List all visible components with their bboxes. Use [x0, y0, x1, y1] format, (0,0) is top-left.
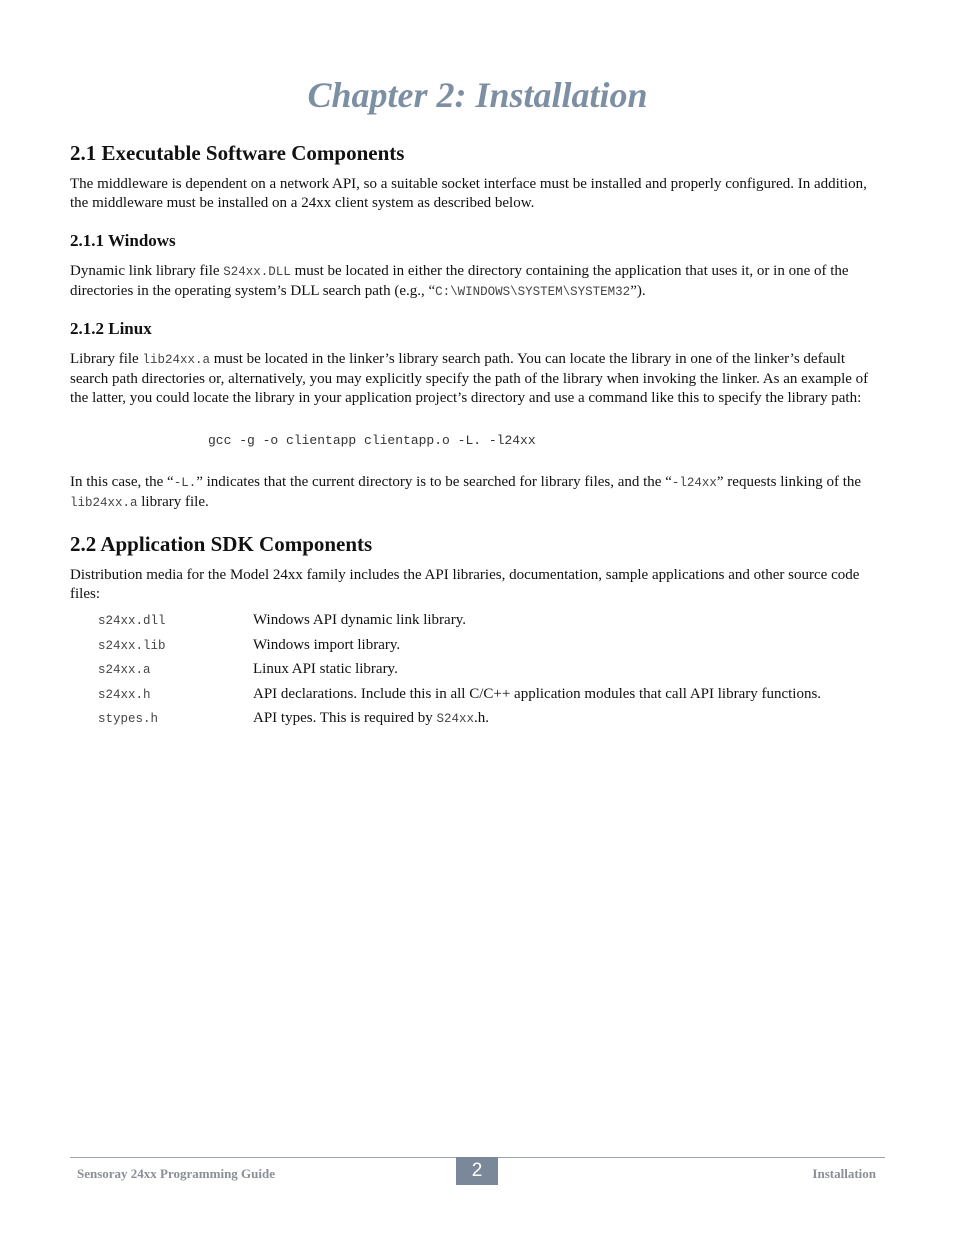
gcc-command: gcc -g -o clientapp clientapp.o -L. -l24xx	[208, 433, 536, 448]
list-item	[98, 610, 888, 635]
file-name: s24xx.a	[98, 663, 151, 677]
list-item	[98, 684, 888, 709]
list-item	[98, 659, 888, 684]
footer-chapter-name: Installation	[812, 1166, 876, 1181]
file-description: API declarations. Include this in all C/C++ application modules that call API library functions.	[253, 685, 822, 702]
page-number-badge: 2	[456, 1157, 498, 1185]
section-2-1-1-paragraph: Dynamic link library file S24xx.DLL must be located in either the directory containing the application that uses it, or in one of the directories in the operating system’s DLL search path (e.g., “C:\WINDOWS\SYSTEM\SYSTEM32”).	[70, 263, 849, 299]
list-item	[98, 708, 888, 733]
chapter-title: Chapter 2: Installation	[307, 75, 648, 115]
file-name: s24xx.dll	[98, 614, 166, 628]
section-heading-2-2: 2.2 Application SDK Components	[70, 532, 373, 556]
section-2-1-2-explanation: In this case, the “-L.” indicates that the current directory is to be searched for library files, and the “-l24xx” requests linking of the lib24xx.a library file.	[70, 474, 862, 510]
file-description: Windows import library.	[253, 636, 401, 653]
dll-search-path: C:\WINDOWS\SYSTEM\SYSTEM32	[435, 285, 631, 299]
section-2-1-2-paragraph: Library file lib24xx.a must be located in the linker’s library search path. You can locate the library in one of the linker’s default search path directories or, alternatively, you may explicitly specify the path of the library when invoking the linker. As an example of the latter, you could locate the library in your application project’s directory and use a command like this to specify the library path:	[70, 351, 869, 406]
section-heading-2-1: 2.1 Executable Software Components	[70, 141, 405, 165]
file-description: Linux API static library.	[253, 661, 398, 677]
file-description: Windows API dynamic link library.	[253, 612, 466, 628]
file-description: API types. This is required by S24xx.h.	[253, 710, 489, 726]
linux-library-filename: lib24xx.a	[142, 353, 210, 367]
file-name: s24xx.lib	[98, 638, 166, 653]
section-heading-2-1-1: 2.1.1 Windows	[70, 231, 176, 250]
footer-document-title: Sensoray 24xx Programming Guide	[77, 1166, 276, 1181]
section-2-2-paragraph: Distribution media for the Model 24xx family includes the API libraries, documentation, sample applications and other source code files:	[70, 567, 860, 602]
section-heading-2-1-2: 2.1.2 Linux	[70, 319, 152, 338]
sdk-file-list	[98, 610, 888, 733]
file-name: s24xx.h	[98, 687, 151, 702]
section-2-1-paragraph: The middleware is dependent on a network API, so a suitable socket interface must be installed and properly configured. In addition, the middleware must be installed on a 24xx client system as described below.	[70, 176, 867, 211]
dll-filename: S24xx.DLL	[223, 265, 291, 279]
file-name: stypes.h	[98, 712, 159, 726]
list-item	[98, 635, 888, 660]
